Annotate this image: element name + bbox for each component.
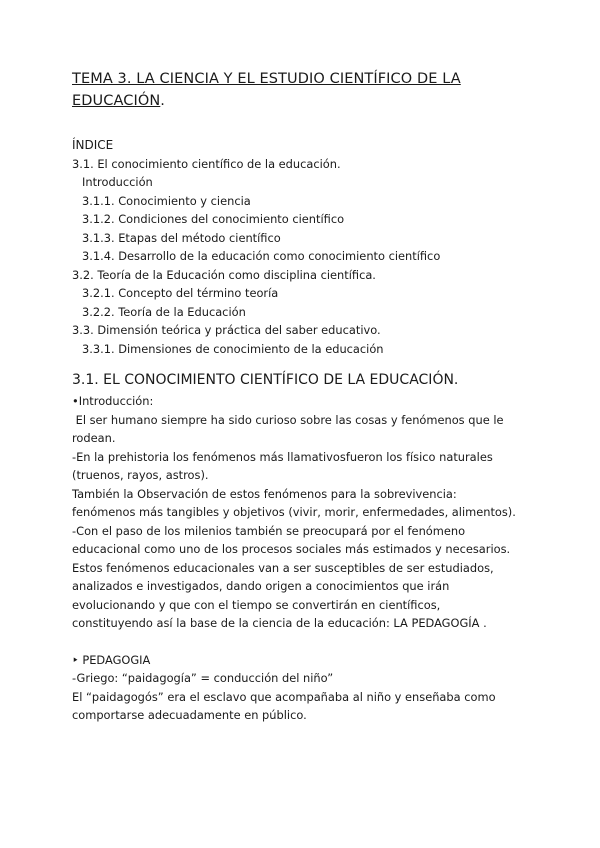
title-line-2: EDUCACIÓN [72,93,161,109]
index-item: 3.1.1. Conocimiento y ciencia [82,193,251,208]
index-heading: ÍNDICE [72,138,114,152]
index-item: 3.1.4. Desarrollo de la educación como conocimiento científico [82,249,441,263]
body-line: ‣ PEDAGOGIA [72,652,151,667]
body-line: -En la prehistoria los fenómenos más llamativosfueron los físico naturales [72,449,493,464]
body-line: comportarse adecuadamente en público. [72,708,307,722]
body-line: educacional como uno de los procesos sociales más estimados y necesarios. [72,542,511,556]
body-line: evolucionando y que con el tiempo se convertirán en científicos, [72,597,441,612]
body-line: rodean. [72,431,116,445]
body-line: Estos fenómenos educacionales van a ser susceptibles de ser estudiados, [72,560,494,575]
index-item: 3.3.1. Dimensiones de conocimiento de la educación [82,341,384,356]
body-line: constituyendo así la base de la ciencia de la educación: LA PEDAGOGÍA . [72,616,487,630]
index-item: 3.2. Teoría de la Educación como disciplina científica. [72,267,376,282]
body-line: fenómenos más tangibles y objetivos (vivir, morir, enfermedades, alimentos). [72,505,516,519]
section-heading: 3.1. EL CONOCIMIENTO CIENTÍFICO DE LA EDUCACIÓN. [72,372,459,388]
pedagogia-section [72,651,542,725]
index-item: Introducción [82,175,153,189]
index-item: 3.1.2. Condiciones del conocimiento científico [82,212,345,226]
document-title [72,68,542,112]
body-line: También la Observación de estos fenómenos para la sobrevivencia: [72,486,457,501]
body-line: El “paidagogós” era el esclavo que acompañaba al niño y enseñaba como [72,689,496,704]
section-body [72,392,542,633]
index-item: 3.2.2. Teoría de la Educación [82,304,246,319]
index-item: 3.3. Dimensión teórica y práctica del saber educativo. [72,323,381,337]
title-line-1: TEMA 3. LA CIENCIA Y EL ESTUDIO CIENTÍFICO DE LA [72,71,461,87]
index-item: 3.1.3. Etapas del método científico [82,230,281,245]
index-item: 3.1. El conocimiento científico de la educación. [72,156,341,171]
title-period: . [160,93,166,109]
index-item: 3.2.1. Concepto del término teoría [82,286,279,300]
body-line: (truenos, rayos, astros). [72,468,209,482]
body-line: •Introducción: [72,394,154,408]
body-line: analizados e investigados, dando origen a conocimientos que irán [72,579,450,593]
body-line: -Griego: “paidagogía” = conducción del niño” [72,671,334,685]
body-line: El ser humano siempre ha sido curioso sobre las cosas y fenómenos que le [72,412,504,427]
body-line: -Con el paso de los milenios también se preocupará por el fenómeno [72,523,466,538]
document-page [72,68,542,725]
index-list [72,155,542,359]
